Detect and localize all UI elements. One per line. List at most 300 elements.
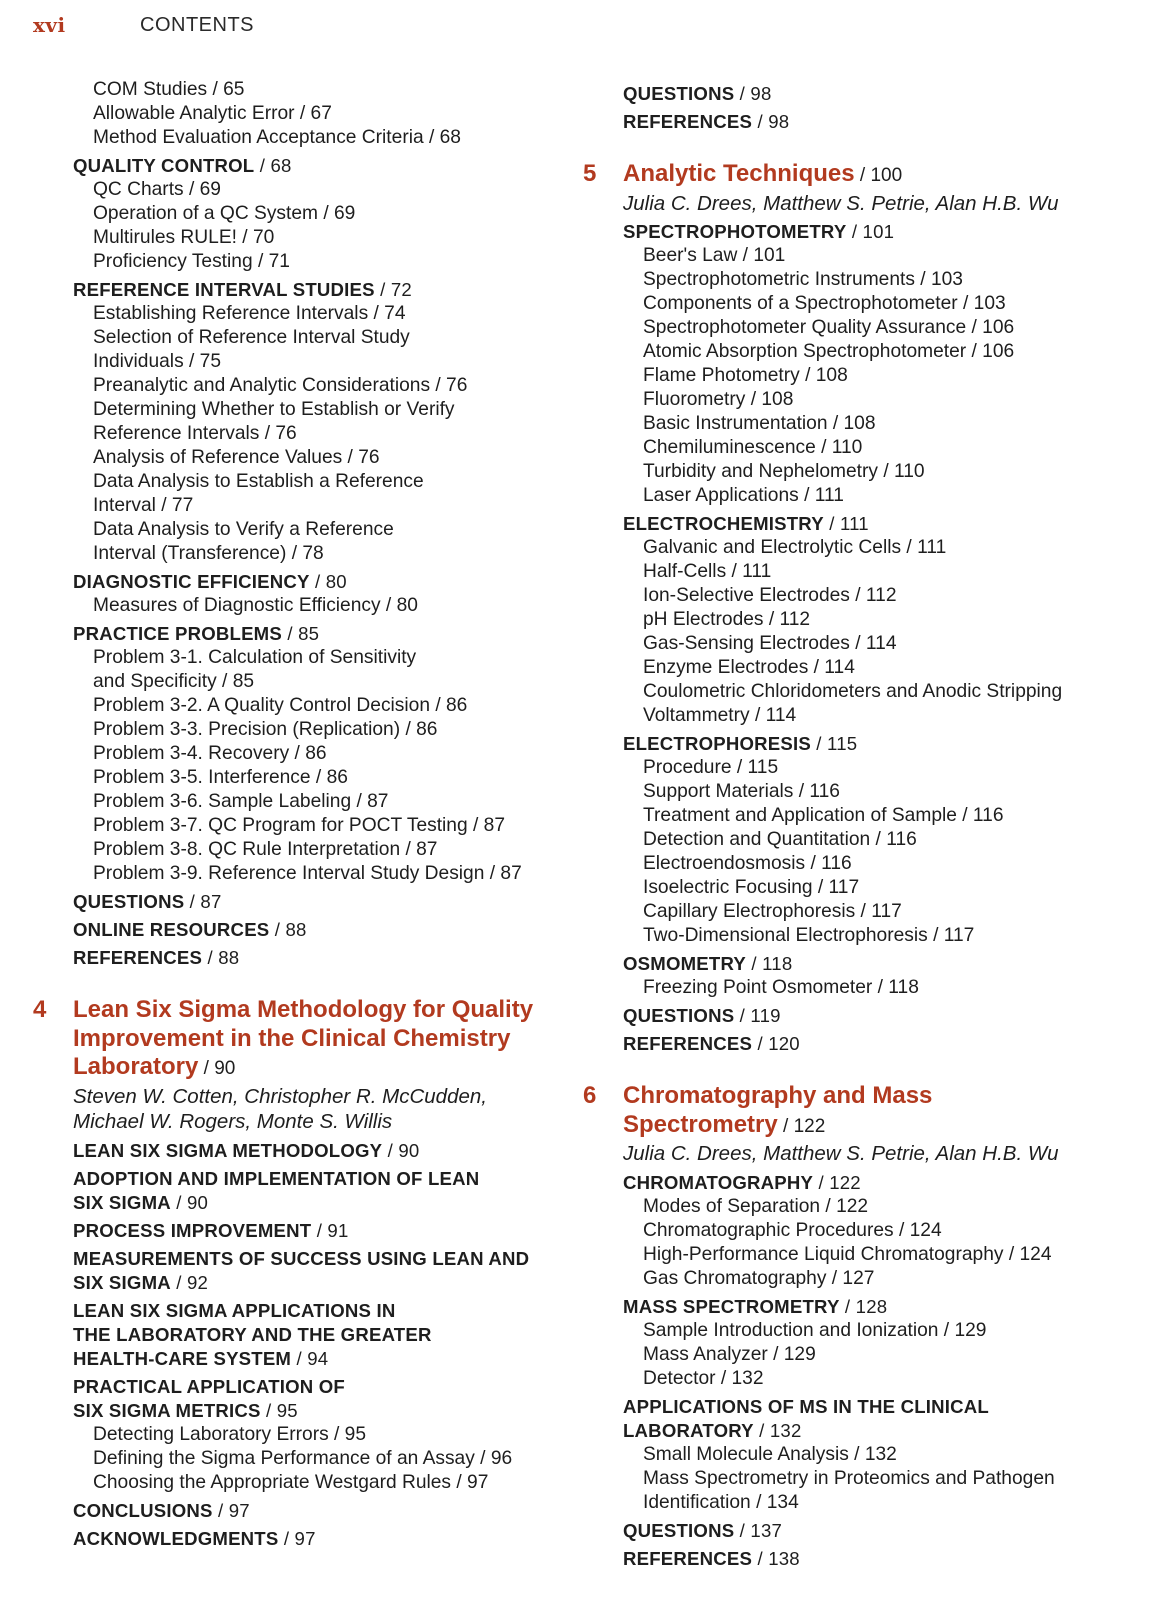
subsection-entry bbox=[583, 756, 1143, 780]
page-reference: / 124 bbox=[893, 1219, 942, 1241]
subsection-entry bbox=[583, 804, 1143, 828]
page-reference: / 100 bbox=[854, 165, 903, 186]
entry-line: REFERENCES / 88 bbox=[73, 947, 240, 968]
entry-line: Problem 3-8. QC Rule Interpretation / 87 bbox=[93, 839, 438, 860]
page-reference: / 86 bbox=[400, 719, 438, 740]
entry-line: SIX SIGMA METRICS / 95 bbox=[73, 1399, 298, 1421]
author-line: Steven W. Cotten, Christopher R. McCudden, bbox=[73, 1084, 487, 1108]
page-reference: / 76 bbox=[430, 375, 468, 396]
subsection-entry bbox=[583, 316, 1143, 340]
entry-line: REFERENCES / 138 bbox=[623, 1547, 800, 1569]
subsection-entry bbox=[583, 680, 1143, 728]
entry-line: REFERENCES / 120 bbox=[623, 1033, 800, 1054]
page-reference: / 114 bbox=[849, 633, 897, 654]
page-reference: / 68 bbox=[423, 127, 461, 148]
entry-line: Gas-Sensing Electrodes / 114 bbox=[643, 633, 897, 654]
entry-line: Ion-Selective Electrodes / 112 bbox=[643, 585, 897, 606]
entry-line: Two-Dimensional Electrophoresis / 117 bbox=[643, 925, 975, 946]
section-heading-entry bbox=[33, 890, 563, 914]
section-heading-entry bbox=[583, 1032, 1143, 1056]
subsection-entry bbox=[583, 828, 1143, 852]
section-heading-entry bbox=[583, 110, 1143, 134]
entry-line: Measures of Diagnostic Efficiency / 80 bbox=[93, 595, 418, 616]
page-reference: / 80 bbox=[309, 571, 347, 592]
entry-line: Modes of Separation / 122 bbox=[643, 1195, 869, 1217]
entry-line: Problem 3-4. Recovery / 86 bbox=[93, 743, 327, 764]
page-reference: / 108 bbox=[827, 413, 876, 434]
entry-line: Problem 3-2. A Quality Control Decision / 86 bbox=[93, 695, 468, 716]
entry-line: Procedure / 115 bbox=[643, 757, 779, 778]
entry-line: Proficiency Testing / 71 bbox=[93, 251, 290, 272]
section-heading-entry bbox=[583, 1004, 1143, 1028]
entry-line: Problem 3-6. Sample Labeling / 87 bbox=[93, 791, 389, 812]
page-reference: / 114 bbox=[808, 657, 855, 678]
section-heading-entry bbox=[583, 220, 1143, 244]
page-reference: / 134 bbox=[750, 1491, 799, 1513]
entry-line: Analysis of Reference Values / 76 bbox=[93, 447, 380, 468]
section-heading-entry bbox=[583, 1171, 1143, 1195]
entry-line: and Specificity / 85 bbox=[93, 671, 255, 692]
entry-line: CONCLUSIONS / 97 bbox=[73, 1499, 250, 1521]
entry-line: Data Analysis to Verify a Reference bbox=[93, 519, 394, 540]
entry-line: Half-Cells / 111 bbox=[643, 561, 772, 582]
entry-line: THE LABORATORY AND THE GREATER bbox=[73, 1323, 432, 1345]
page-reference: / 67 bbox=[294, 103, 332, 124]
entry-line: LEAN SIX SIGMA METHODOLOGY / 90 bbox=[73, 1139, 420, 1161]
page-reference: / 103 bbox=[957, 293, 1006, 314]
chapter-title-line: Analytic Techniques / 100 bbox=[623, 160, 903, 187]
page-reference: / 127 bbox=[826, 1267, 875, 1289]
page-reference: / 111 bbox=[798, 485, 844, 506]
subsection-entry bbox=[583, 1367, 1143, 1391]
page-reference: / 76 bbox=[342, 447, 380, 468]
page-reference: / 117 bbox=[927, 925, 975, 946]
entry-line: Electroendosmosis / 116 bbox=[643, 853, 852, 874]
subsection-entry bbox=[33, 326, 563, 374]
chapter-title-line: Lean Six Sigma Methodology for Quality bbox=[73, 996, 534, 1023]
entry-line: ADOPTION AND IMPLEMENTATION OF LEAN bbox=[73, 1167, 480, 1189]
page-reference: / 85 bbox=[281, 623, 320, 644]
subsection-entry bbox=[583, 292, 1143, 316]
page-reference: / 88 bbox=[202, 947, 240, 968]
entry-line: QUESTIONS / 119 bbox=[623, 1005, 781, 1026]
entry-line: QUESTIONS / 87 bbox=[73, 891, 222, 912]
page-reference: / 71 bbox=[252, 251, 290, 272]
page-reference: / 86 bbox=[430, 695, 468, 716]
section-heading-entry bbox=[33, 1139, 563, 1163]
entry-line: Laser Applications / 111 bbox=[643, 485, 844, 506]
page-reference: / 119 bbox=[734, 1005, 781, 1026]
subsection-entry bbox=[33, 178, 563, 202]
entry-line: ELECTROCHEMISTRY / 111 bbox=[623, 513, 869, 534]
entry-line: PRACTICE PROBLEMS / 85 bbox=[73, 623, 320, 644]
page-reference: / 103 bbox=[914, 269, 963, 290]
entry-line: ONLINE RESOURCES / 88 bbox=[73, 919, 307, 940]
subsection-entry bbox=[583, 1267, 1143, 1291]
entry-line: Support Materials / 116 bbox=[643, 781, 840, 802]
entry-line: Mass Analyzer / 129 bbox=[643, 1343, 816, 1365]
entry-line: COM Studies / 65 bbox=[93, 79, 245, 100]
page-reference: / 122 bbox=[777, 1115, 826, 1137]
entry-line: QUALITY CONTROL / 68 bbox=[73, 155, 292, 176]
page-reference: / 87 bbox=[184, 891, 222, 912]
page-reference: / 122 bbox=[820, 1195, 869, 1217]
entry-line: DIAGNOSTIC EFFICIENCY / 80 bbox=[73, 571, 347, 592]
section-heading-entry bbox=[583, 1547, 1143, 1571]
entry-line: Allowable Analytic Error / 67 bbox=[93, 103, 332, 124]
contents-left-column bbox=[33, 78, 563, 1551]
page-reference: / 91 bbox=[311, 1219, 349, 1241]
subsection-entry bbox=[583, 1219, 1143, 1243]
subsection-entry bbox=[583, 584, 1143, 608]
page-reference: / 120 bbox=[752, 1033, 800, 1054]
page-reference: / 116 bbox=[793, 781, 840, 802]
page-reference: / 111 bbox=[901, 537, 947, 558]
entry-line: Establishing Reference Intervals / 74 bbox=[93, 303, 406, 324]
entry-line: Problem 3-9. Reference Interval Study Design / 87 bbox=[93, 863, 522, 884]
subsection-entry bbox=[33, 766, 563, 790]
page-reference: / 86 bbox=[289, 743, 327, 764]
page-reference: / 112 bbox=[763, 609, 811, 630]
entry-line: Components of a Spectrophotometer / 103 bbox=[643, 293, 1006, 314]
subsection-entry bbox=[33, 1423, 563, 1447]
entry-line: ACKNOWLEDGMENTS / 97 bbox=[73, 1527, 316, 1549]
chapter-title bbox=[73, 996, 563, 1084]
subsection-entry bbox=[583, 852, 1143, 876]
page-reference: / 115 bbox=[810, 733, 858, 754]
entry-line: Problem 3-5. Interference / 86 bbox=[93, 767, 348, 788]
subsection-entry bbox=[583, 1243, 1143, 1267]
page-reference: / 122 bbox=[813, 1171, 861, 1193]
entry-line: Choosing the Appropriate Westgard Rules / 97 bbox=[93, 1471, 489, 1493]
running-head: CONTENTS bbox=[140, 14, 254, 36]
subsection-entry bbox=[33, 862, 563, 886]
entry-line: QUESTIONS / 137 bbox=[623, 1519, 783, 1541]
section-heading-entry bbox=[583, 512, 1143, 536]
page-reference: / 132 bbox=[848, 1443, 897, 1465]
entry-line: Basic Instrumentation / 108 bbox=[643, 413, 876, 434]
page-reference: / 116 bbox=[870, 829, 917, 850]
entry-line: Small Molecule Analysis / 132 bbox=[643, 1443, 897, 1465]
entry-line: High-Performance Liquid Chromatography / 124 bbox=[643, 1243, 1052, 1265]
chapter-title-line: Spectrometry / 122 bbox=[623, 1110, 826, 1138]
page-reference: / 118 bbox=[746, 953, 793, 974]
entry-line: Mass Spectrometry in Proteomics and Pathogen bbox=[643, 1467, 1055, 1489]
section-heading-entry bbox=[33, 1219, 563, 1243]
entry-line: LABORATORY / 132 bbox=[623, 1419, 802, 1441]
entry-line: Identification / 134 bbox=[643, 1491, 799, 1513]
page-number: xvi bbox=[33, 13, 66, 37]
section-heading-entry bbox=[33, 918, 563, 942]
chapter-entry bbox=[583, 160, 1143, 216]
entry-line: Treatment and Application of Sample / 116 bbox=[643, 805, 1004, 826]
page-reference: / 118 bbox=[872, 977, 919, 998]
entry-line: Freezing Point Osmometer / 118 bbox=[643, 977, 919, 998]
page-reference: / 75 bbox=[183, 351, 222, 372]
subsection-entry bbox=[33, 594, 563, 618]
subsection-entry bbox=[583, 536, 1143, 560]
page-reference: / 97 bbox=[212, 1499, 250, 1521]
page-reference: / 92 bbox=[170, 1271, 209, 1293]
subsection-entry bbox=[583, 388, 1143, 412]
entry-line: Defining the Sigma Performance of an Assay / 96 bbox=[93, 1447, 513, 1469]
subsection-entry bbox=[583, 876, 1143, 900]
subsection-entry bbox=[33, 126, 563, 150]
subsection-entry bbox=[583, 632, 1143, 656]
page-reference: / 95 bbox=[260, 1399, 298, 1421]
subsection-entry bbox=[583, 976, 1143, 1000]
subsection-entry bbox=[583, 780, 1143, 804]
entry-line: Turbidity and Nephelometry / 110 bbox=[643, 461, 925, 482]
entry-line: Interval (Transference) / 78 bbox=[93, 543, 324, 564]
section-heading-entry bbox=[583, 952, 1143, 976]
entry-line: Detector / 132 bbox=[643, 1367, 764, 1389]
chapter-entry bbox=[583, 1082, 1143, 1167]
author-line: Michael W. Rogers, Monte S. Willis bbox=[73, 1110, 393, 1133]
entry-line: SIX SIGMA / 92 bbox=[73, 1271, 209, 1293]
section-heading-entry bbox=[33, 1247, 563, 1295]
page-reference: / 76 bbox=[259, 423, 297, 444]
entry-line: Capillary Electrophoresis / 117 bbox=[643, 901, 902, 922]
subsection-entry bbox=[583, 244, 1143, 268]
chapter-title-line: Chromatography and Mass bbox=[623, 1082, 933, 1109]
page-reference: / 87 bbox=[351, 791, 389, 812]
entry-line: SPECTROPHOTOMETRY / 101 bbox=[623, 221, 895, 242]
entry-line: Detecting Laboratory Errors / 95 bbox=[93, 1423, 367, 1445]
entry-line: Chemiluminescence / 110 bbox=[643, 437, 863, 458]
subsection-entry bbox=[583, 268, 1143, 292]
entry-line: Fluorometry / 108 bbox=[643, 389, 794, 410]
subsection-entry bbox=[583, 1467, 1143, 1515]
page-reference: / 129 bbox=[938, 1319, 987, 1341]
page-reference: / 94 bbox=[291, 1347, 329, 1369]
entry-line: QC Charts / 69 bbox=[93, 179, 221, 200]
author-line: Julia C. Drees, Matthew S. Petrie, Alan H.B. Wu bbox=[623, 191, 1059, 215]
section-heading-entry bbox=[583, 732, 1143, 756]
page-reference: / 95 bbox=[328, 1423, 367, 1445]
entry-line: Spectrophotometric Instruments / 103 bbox=[643, 269, 963, 290]
chapter-entry bbox=[33, 996, 563, 1135]
page-reference: / 110 bbox=[815, 437, 863, 458]
page-reference: / 87 bbox=[467, 815, 505, 836]
section-heading-entry bbox=[33, 1527, 563, 1551]
entry-line: Method Evaluation Acceptance Criteria / 68 bbox=[93, 127, 461, 148]
entry-line: Spectrophotometer Quality Assurance / 106 bbox=[643, 317, 1015, 338]
page-reference: / 97 bbox=[278, 1527, 316, 1549]
entry-line: Isoelectric Focusing / 117 bbox=[643, 877, 860, 898]
page-reference: / 87 bbox=[484, 863, 522, 884]
entry-line: MEASUREMENTS OF SUCCESS USING LEAN AND bbox=[73, 1247, 530, 1269]
subsection-entry bbox=[33, 1471, 563, 1495]
entry-line: PROCESS IMPROVEMENT / 91 bbox=[73, 1219, 349, 1241]
subsection-entry bbox=[33, 518, 563, 566]
page-reference: / 111 bbox=[726, 561, 772, 582]
entry-line: OSMOMETRY / 118 bbox=[623, 953, 793, 974]
subsection-entry bbox=[33, 814, 563, 838]
subsection-entry bbox=[583, 560, 1143, 584]
page-reference: / 78 bbox=[286, 543, 324, 564]
entry-line: HEALTH-CARE SYSTEM / 94 bbox=[73, 1347, 329, 1369]
section-heading-entry bbox=[33, 1499, 563, 1523]
page-reference: / 80 bbox=[380, 595, 418, 616]
entry-line: Sample Introduction and Ionization / 129 bbox=[643, 1319, 987, 1341]
subsection-entry bbox=[33, 694, 563, 718]
page-reference: / 85 bbox=[216, 671, 255, 692]
entry-line: Chromatographic Procedures / 124 bbox=[643, 1219, 942, 1241]
entry-line: APPLICATIONS OF MS IN THE CLINICAL bbox=[623, 1395, 989, 1417]
subsection-entry bbox=[33, 470, 563, 518]
chapter-authors bbox=[73, 1084, 563, 1135]
subsection-entry bbox=[583, 924, 1143, 948]
entry-line: Problem 3-3. Precision (Replication) / 86 bbox=[93, 719, 438, 740]
subsection-entry bbox=[33, 374, 563, 398]
page-reference: / 124 bbox=[1003, 1243, 1052, 1265]
subsection-entry bbox=[33, 742, 563, 766]
entry-line: Galvanic and Electrolytic Cells / 111 bbox=[643, 537, 947, 558]
subsection-entry bbox=[33, 838, 563, 862]
entry-line: Coulometric Chloridometers and Anodic Stripping bbox=[643, 681, 1063, 702]
subsection-entry bbox=[583, 900, 1143, 924]
entry-line: Problem 3-1. Calculation of Sensitivity bbox=[93, 647, 417, 668]
page-reference: / 115 bbox=[731, 757, 779, 778]
entry-line: Multirules RULE! / 70 bbox=[93, 227, 275, 248]
page-reference: / 132 bbox=[715, 1367, 764, 1389]
entry-line: Operation of a QC System / 69 bbox=[93, 203, 356, 224]
contents-right-column bbox=[583, 78, 1143, 1571]
subsection-entry bbox=[583, 656, 1143, 680]
page-reference: / 106 bbox=[966, 317, 1015, 338]
entry-line: Data Analysis to Establish a Reference bbox=[93, 471, 424, 492]
entry-line: Voltammetry / 114 bbox=[643, 705, 797, 726]
section-heading-entry bbox=[33, 622, 563, 646]
page-reference: / 108 bbox=[745, 389, 794, 410]
section-heading-entry bbox=[33, 946, 563, 970]
section-heading-entry bbox=[583, 82, 1143, 106]
page-reference: / 132 bbox=[753, 1419, 802, 1441]
entry-line: QUESTIONS / 98 bbox=[623, 83, 772, 104]
page-reference: / 101 bbox=[737, 245, 786, 266]
subsection-entry bbox=[33, 202, 563, 226]
author-line: Julia C. Drees, Matthew S. Petrie, Alan H.B. Wu bbox=[623, 1142, 1059, 1165]
section-heading-entry bbox=[583, 1295, 1143, 1319]
subsection-entry bbox=[33, 446, 563, 470]
page-reference: / 129 bbox=[767, 1343, 816, 1365]
chapter-title bbox=[623, 160, 1143, 191]
subsection-entry bbox=[33, 398, 563, 446]
page-reference: / 90 bbox=[198, 1058, 236, 1079]
section-heading-entry bbox=[33, 570, 563, 594]
page-reference: / 90 bbox=[170, 1191, 209, 1213]
entry-line: PRACTICAL APPLICATION OF bbox=[73, 1375, 345, 1397]
page-reference: / 70 bbox=[236, 227, 275, 248]
page-reference: / 74 bbox=[368, 303, 406, 324]
page-reference: / 114 bbox=[749, 705, 797, 726]
section-heading-entry bbox=[33, 1167, 563, 1215]
subsection-entry bbox=[33, 1447, 563, 1471]
entry-line: Interval / 77 bbox=[93, 495, 194, 516]
page-reference: / 69 bbox=[318, 203, 356, 224]
page-reference: / 111 bbox=[823, 513, 869, 534]
subsection-entry bbox=[33, 302, 563, 326]
entry-line: pH Electrodes / 112 bbox=[643, 609, 811, 630]
section-heading-entry bbox=[583, 1519, 1143, 1543]
subsection-entry bbox=[583, 1195, 1143, 1219]
entry-line: Atomic Absorption Spectrophotometer / 106 bbox=[643, 341, 1015, 362]
entry-line: SIX SIGMA / 90 bbox=[73, 1191, 209, 1213]
entry-line: LEAN SIX SIGMA APPLICATIONS IN bbox=[73, 1299, 396, 1321]
page-reference: / 72 bbox=[374, 279, 412, 300]
subsection-entry bbox=[583, 460, 1143, 484]
section-heading-entry bbox=[33, 1375, 563, 1423]
page-reference: / 98 bbox=[734, 83, 772, 104]
page-reference: / 101 bbox=[846, 221, 895, 242]
subsection-entry bbox=[583, 608, 1143, 632]
page-reference: / 87 bbox=[400, 839, 438, 860]
entry-line: Individuals / 75 bbox=[93, 351, 222, 372]
subsection-entry bbox=[583, 1319, 1143, 1343]
entry-line: CHROMATOGRAPHY / 122 bbox=[623, 1171, 861, 1193]
chapter-authors bbox=[623, 191, 1143, 217]
page-reference: / 137 bbox=[734, 1519, 783, 1541]
page-reference: / 98 bbox=[752, 111, 790, 132]
entry-line: Flame Photometry / 108 bbox=[643, 365, 848, 386]
chapter-number: 5 bbox=[583, 160, 597, 187]
page-reference: / 117 bbox=[855, 901, 902, 922]
entry-line: Enzyme Electrodes / 114 bbox=[643, 657, 855, 678]
section-heading-entry bbox=[33, 154, 563, 178]
page-reference: / 69 bbox=[183, 179, 221, 200]
subsection-entry bbox=[583, 364, 1143, 388]
page-reference: / 128 bbox=[839, 1295, 888, 1317]
entry-line: Problem 3-7. QC Program for POCT Testing / 87 bbox=[93, 815, 505, 836]
subsection-entry bbox=[33, 102, 563, 126]
page-reference: / 108 bbox=[799, 365, 848, 386]
entry-line: Reference Intervals / 76 bbox=[93, 423, 297, 444]
chapter-number: 4 bbox=[33, 996, 47, 1023]
subsection-entry bbox=[583, 436, 1143, 460]
entry-line: REFERENCES / 98 bbox=[623, 111, 790, 132]
entry-line: Selection of Reference Interval Study bbox=[93, 327, 410, 348]
subsection-entry bbox=[33, 78, 563, 102]
chapter-title-line: Improvement in the Clinical Chemistry bbox=[73, 1024, 511, 1052]
page-reference: / 97 bbox=[451, 1471, 489, 1493]
subsection-entry bbox=[583, 412, 1143, 436]
section-heading-entry bbox=[33, 278, 563, 302]
page-reference: / 117 bbox=[812, 877, 860, 898]
entry-line: Gas Chromatography / 127 bbox=[643, 1267, 875, 1289]
chapter-number: 6 bbox=[583, 1082, 597, 1109]
entry-line: Preanalytic and Analytic Considerations / 76 bbox=[93, 375, 468, 396]
subsection-entry bbox=[583, 1343, 1143, 1367]
subsection-entry bbox=[33, 790, 563, 814]
page-reference: / 96 bbox=[474, 1447, 513, 1469]
subsection-entry bbox=[33, 718, 563, 742]
entry-line: Detection and Quantitation / 116 bbox=[643, 829, 917, 850]
chapter-title bbox=[623, 1082, 1143, 1141]
chapter-authors bbox=[623, 1141, 1143, 1167]
subsection-entry bbox=[583, 1443, 1143, 1467]
page-reference: / 88 bbox=[269, 919, 307, 940]
page-reference: / 90 bbox=[382, 1139, 420, 1161]
subsection-entry bbox=[33, 250, 563, 274]
page-reference: / 86 bbox=[310, 767, 348, 788]
page-reference: / 138 bbox=[752, 1547, 800, 1569]
page-reference: / 65 bbox=[207, 79, 245, 100]
entry-line: Beer's Law / 101 bbox=[643, 245, 786, 266]
page-reference: / 68 bbox=[254, 155, 292, 176]
page-reference: / 110 bbox=[877, 461, 925, 482]
page-reference: / 106 bbox=[966, 341, 1015, 362]
